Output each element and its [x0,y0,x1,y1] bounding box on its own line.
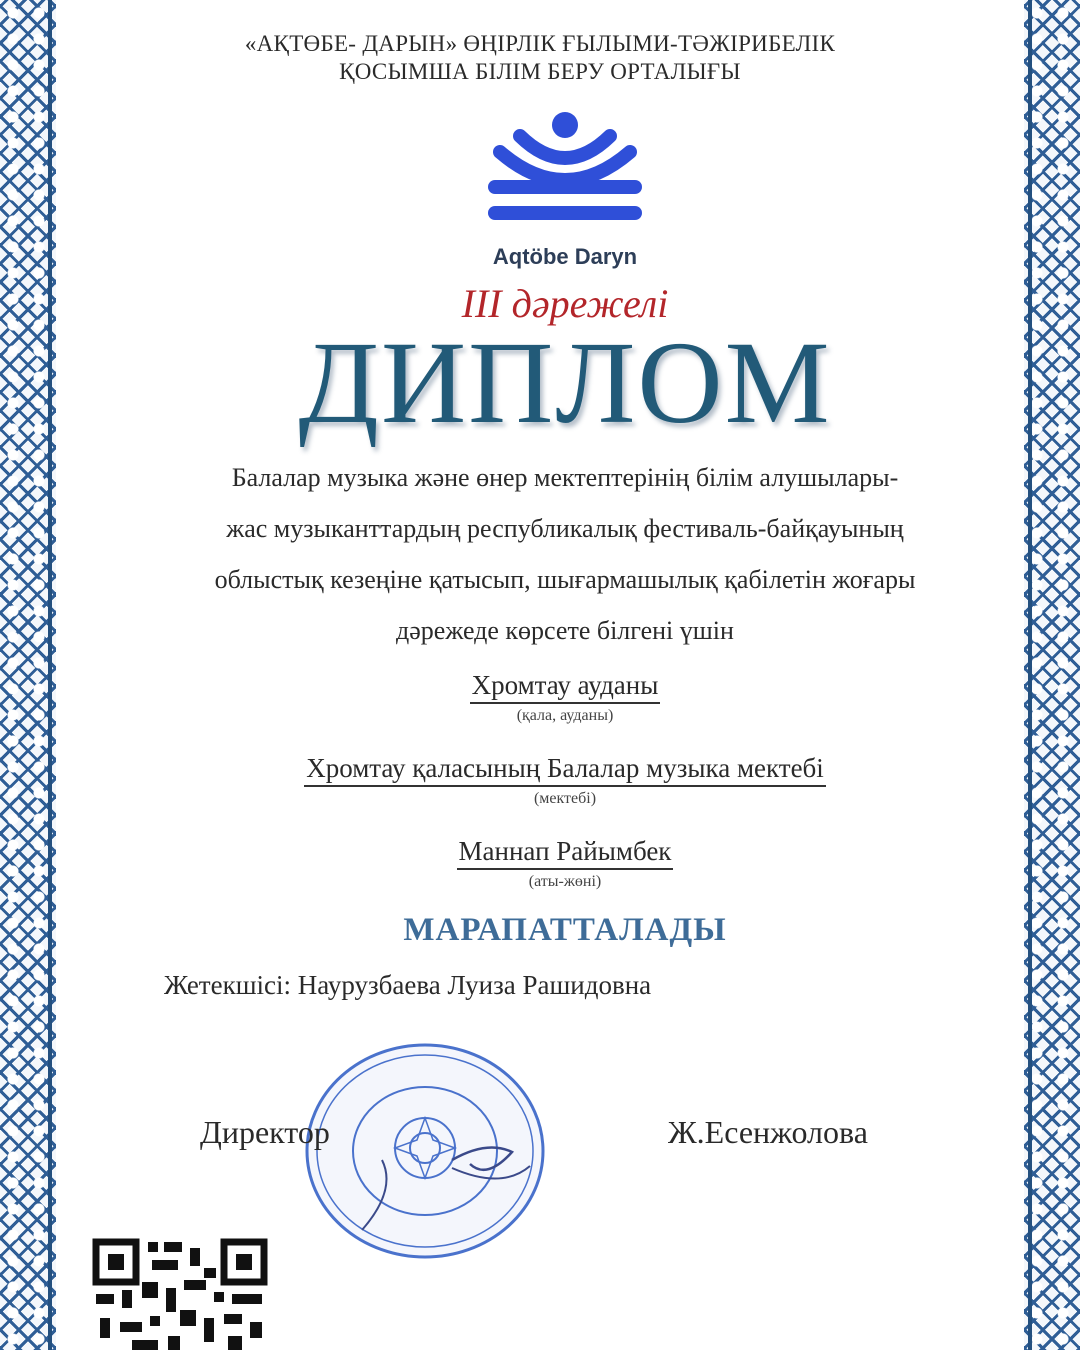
logo-wordmark: Aqtöbe Daryn [492,244,638,269]
school-field [120,751,1010,809]
school-value: Хромтау қаласының Балалар музыка мектебі [304,751,826,787]
reason-line: жас музыканттардың республикалық фестиваль-байқауының [226,514,904,543]
director-label: Директор [200,1114,330,1150]
name-caption: (аты-жөні) [528,873,602,890]
ornament-border-right [1024,0,1080,1350]
diploma-degree: III дәрежелі [461,281,669,326]
district-value: Хромтау ауданы [470,668,661,704]
name-field [120,834,1010,892]
qr-code-icon [92,1238,268,1350]
district-field [120,668,1010,726]
official-stamp-icon [302,1040,548,1262]
supervisor-line: Жетекшісі: Наурузбаева Луиза Рашидовна [164,970,652,1000]
diploma-title: ДИПЛОМ [298,317,832,448]
director-name: Ж.Есенжолова [668,1114,868,1150]
ornament-border-left [0,0,56,1350]
awarded-heading: МАРАПАТТАЛАДЫ [403,912,727,948]
recipient-name: Маннап Райымбек [457,834,674,870]
district-caption: (қала, ауданы) [516,707,614,724]
organization-line-2: ҚОСЫМША БІЛІМ БЕРУ ОРТАЛЫҒЫ [339,59,741,84]
reason-line: дәрежеде көрсете білгені үшін [396,616,734,645]
reason-line: Балалар музыка және өнер мектептерінің білім алушылары- [231,463,899,492]
daryn-logo-icon [480,108,650,238]
organization-line-1: «АҚТӨБЕ- ДАРЫН» ӨҢІРЛІК ҒЫЛЫМИ-ТӘЖІРИБЕЛІК [244,31,836,56]
reason-line: облыстық кезеңіне қатысып, шығармашылық қабілетін жоғары [214,565,916,594]
award-reason-text [120,452,1010,656]
school-caption: (мектебі) [533,790,597,807]
organization-header [70,30,1010,86]
